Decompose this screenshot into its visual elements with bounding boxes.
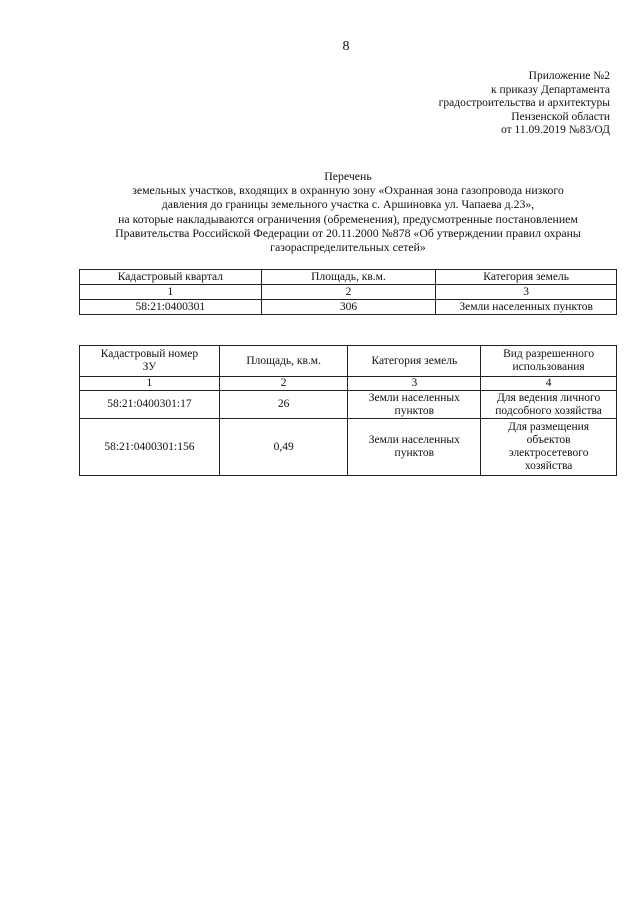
cell-line: электросетевого — [508, 447, 589, 459]
cell-line: Земли населенных — [368, 434, 460, 446]
column-number: 3 — [348, 377, 481, 391]
heading-line: земельных участков, входящих в охранную зону «Охранная зона газопровода низкого — [132, 183, 564, 198]
cadastral-quarter-cell: 58:21:0400301 — [80, 300, 262, 315]
appendix-line: от 11.09.2019 №83/ОД — [501, 124, 610, 137]
document-heading — [78, 169, 618, 254]
cell-line: хозяйства — [524, 460, 573, 472]
column-number-row — [80, 377, 617, 391]
cell-line: пунктов — [394, 447, 435, 459]
permitted-use-cell — [481, 391, 617, 419]
land-category-cell — [348, 419, 481, 476]
heading-line: давления до границы земельного участка с. Аршиновка ул. Чапаева д.23», — [161, 197, 535, 212]
table-header-row — [80, 346, 617, 377]
cell-line: пунктов — [394, 404, 435, 417]
land-category-cell — [348, 391, 481, 419]
header-line: Вид разрешенного — [503, 348, 595, 360]
header-line: ЗУ — [142, 361, 157, 373]
header-cell — [219, 346, 348, 377]
area-cell: 306 — [261, 300, 436, 315]
cell-line: Для ведения личного — [496, 391, 601, 404]
land-category-cell: Земли населенных пунктов — [436, 300, 617, 315]
cell-line: объектов — [526, 434, 571, 446]
header-cell — [481, 346, 617, 377]
column-number: 4 — [481, 377, 617, 391]
column-number: 1 — [80, 285, 262, 300]
cell-line: подсобного хозяйства — [495, 404, 602, 417]
cell-line: Земли населенных — [368, 391, 460, 404]
page-number: 8 — [342, 39, 350, 54]
land-plots-table — [79, 345, 617, 476]
cell-line: Для размещения — [508, 421, 590, 433]
column-number: 2 — [219, 377, 348, 391]
header-cell: Кадастровый квартал — [80, 270, 262, 285]
permitted-use-cell — [481, 419, 617, 476]
heading-title: Перечень — [324, 169, 372, 183]
heading-line: Правительства Российской Федерации от 20.11.2000 №878 «Об утверждении правил охраны — [115, 225, 581, 240]
header-cell: Площадь, кв.м. — [261, 270, 436, 285]
appendix-line: к приказу Департамента — [491, 83, 610, 96]
cadastral-number-cell: 58:21:0400301:156 — [80, 419, 220, 476]
appendix-line: Пензенской области — [511, 110, 610, 123]
table-row — [80, 300, 617, 315]
appendix-line: градостроительства и архитектуры — [438, 97, 610, 110]
area-cell: 0,49 — [219, 419, 348, 476]
heading-line: газораспределительных сетей» — [270, 240, 426, 255]
header-line: Категория земель — [371, 354, 458, 367]
appendix-line: Приложение №2 — [528, 70, 610, 82]
header-cell — [348, 346, 481, 377]
cadastral-quarter-table — [79, 269, 617, 315]
heading-line: на которые накладываются ограничения (обременения), предусмотренные постановлением — [118, 211, 578, 226]
header-line: использования — [512, 361, 585, 373]
table-row — [80, 419, 617, 476]
header-line: Кадастровый номер — [100, 348, 199, 360]
header-cell: Категория земель — [436, 270, 617, 285]
cadastral-number-cell: 58:21:0400301:17 — [80, 391, 220, 419]
header-cell — [80, 346, 220, 377]
column-number-row — [80, 285, 617, 300]
column-number: 3 — [436, 285, 617, 300]
table-header-row — [80, 270, 617, 285]
header-line: Площадь, кв.м. — [246, 354, 321, 367]
area-cell: 26 — [219, 391, 348, 419]
appendix-block — [439, 70, 610, 138]
column-number: 2 — [261, 285, 436, 300]
table-row — [80, 391, 617, 419]
column-number: 1 — [80, 377, 220, 391]
